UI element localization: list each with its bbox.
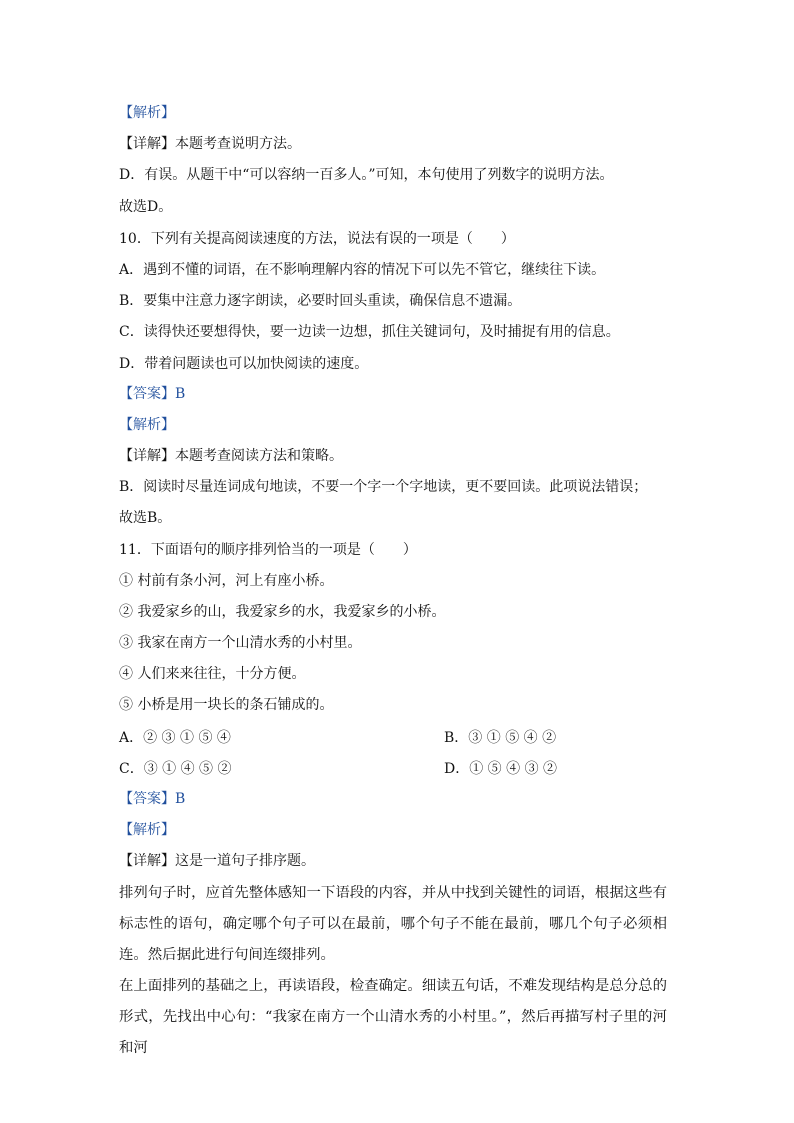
q11-option-b: B．③ ① ⑤ ④ ② [444,730,557,746]
q11-option-d: D．① ⑤ ④ ③ ② [444,761,558,777]
q10-option-d: D．带着问题读也可以加快阅读的速度。 [119,356,369,372]
q11-answer: 【答案】B [119,791,186,807]
q11-paragraph-1: 排列句子时，应首先整体感知一下语段的内容，并从中找到关键性的词语，根据这些有标志性的语句，确定哪个句子可以在最前，哪个句子不能在最前，哪几个句子必须相连。然后据此进行句间连缀排列。 [119,885,667,963]
q11-sentence-3: ③ 我家在南方一个山清水秀的小村里。 [119,635,362,651]
q11-paragraph-2: 在上面排列的基础之上，再读语段，检查确定。细读五句话，不难发现结构是总分总的形式，先找出中心句：“我家在南方一个山清水秀的小村里。”，然后再描写村子里的河和河 [119,978,667,1056]
q11-option-c: C．③ ① ④ ⑤ ② [119,761,232,777]
q10-detail: 【详解】本题考查阅读方法和策略。 [119,448,343,464]
q11-sentence-1: ① 村前有条小河，河上有座小桥。 [119,573,334,589]
q10-answer: 【答案】B [119,386,186,402]
q11-option-a: A．② ③ ① ⑤ ④ [119,730,231,746]
q11-analysis-heading: 【解析】 [119,822,175,838]
q10-stem: 10．下列有关提高阅读速度的方法，说法有误的一项是（ ） [119,231,515,247]
q10-analysis-heading: 【解析】 [119,417,175,433]
q9-detail: 【详解】本题考查说明方法。 [119,136,301,152]
q10-option-b-explanation: B．阅读时尽量连词成句地读，不要一个字一个字地读，更不要回读。此项说法错误； [119,479,648,495]
q10-option-a: A．遇到不懂的词语，在不影响理解内容的情况下可以先不管它，继续往下读。 [119,262,606,278]
q9-option-d-explanation: D．有误。从题干中“可以容纳一百多人。”可知，本句使用了列数字的说明方法。 [119,167,614,183]
q9-conclusion: 故选D。 [119,199,173,215]
q10-option-c: C．读得快还要想得快，要一边读一边想，抓住关键词句，及时捕捉有用的信息。 [119,324,620,340]
q11-sentence-5: ⑤ 小桥是用一块长的条石铺成的。 [119,697,334,713]
q11-stem: 11．下面语句的顺序排列恰当的一项是（ ） [119,542,417,558]
q10-option-b: B．要集中注意力逐字朗读，必要时回头重读，确保信息不遗漏。 [119,293,522,309]
q9-analysis-heading: 【解析】 [119,105,175,121]
q11-sentence-4: ④ 人们来来往往，十分方便。 [119,666,306,682]
q11-detail: 【详解】这是一道句子排序题。 [119,853,315,869]
q11-sentence-2: ② 我爱家乡的山，我爱家乡的水，我爱家乡的小桥。 [119,604,446,620]
q10-conclusion: 故选B。 [119,510,172,526]
